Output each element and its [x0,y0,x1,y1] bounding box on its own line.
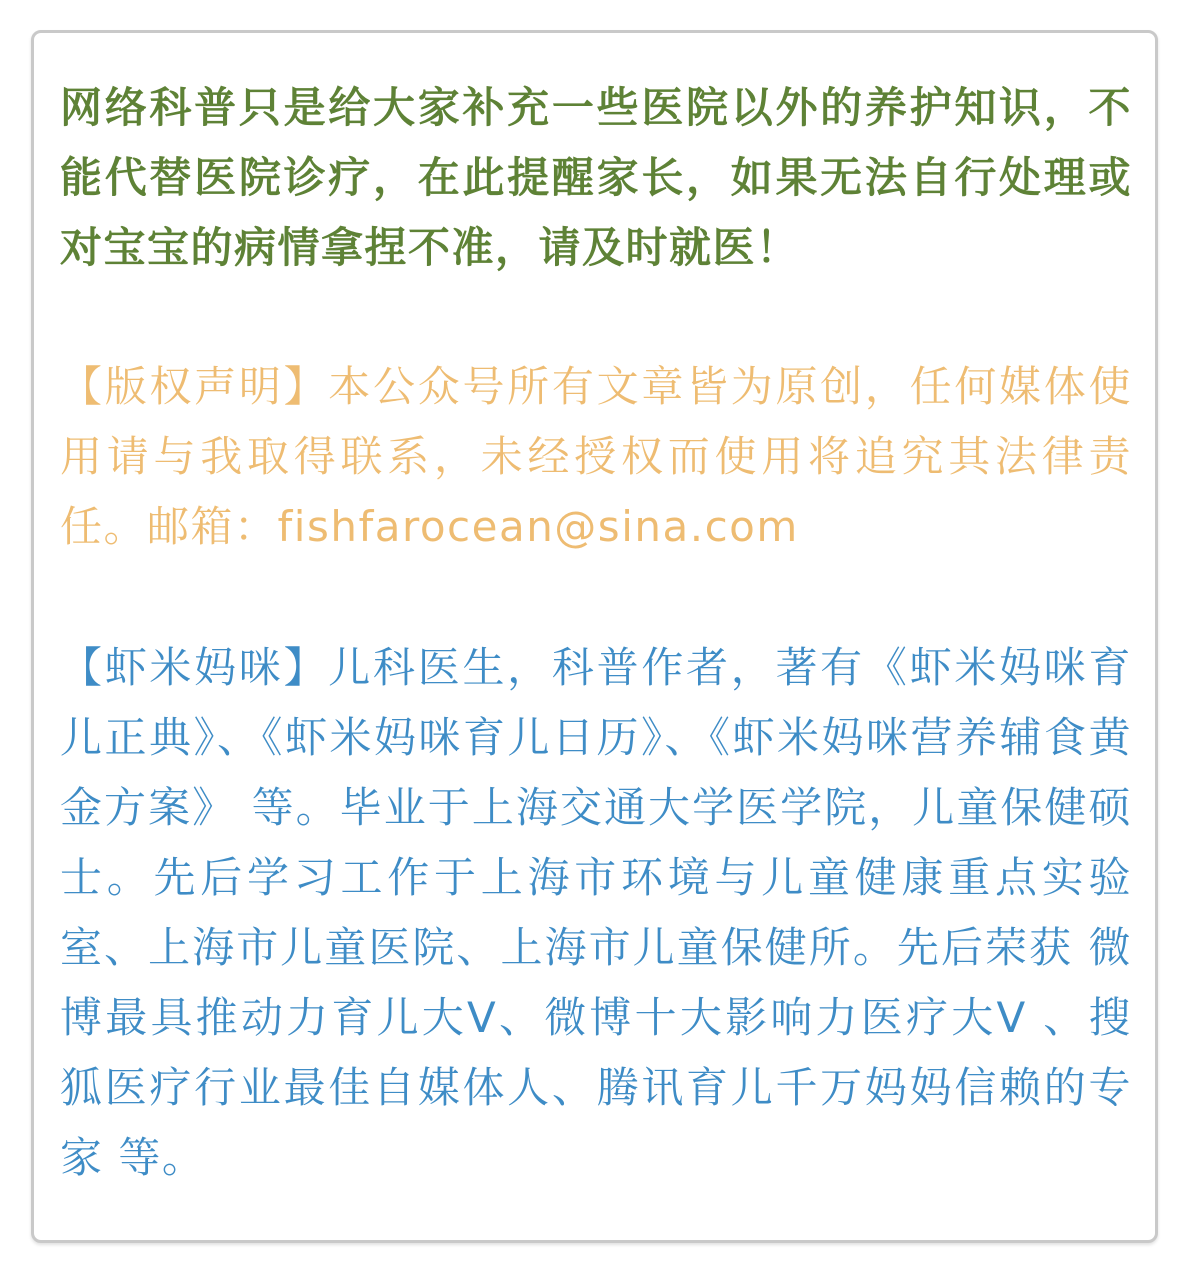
copyright-statement-text: 【版权声明】本公众号所有文章皆为原创，任何媒体使用请与我取得联系，未经授权而使用将追究其法律责任。邮箱：fishfarocean@sina.com [60,362,1132,551]
author-bio-text: 【虾米妈咪】儿科医生，科普作者，著有《虾米妈咪育儿正典》、《虾米妈咪育儿日历》、《虾米妈咪营养辅食黄金方案》 等。毕业于上海交通大学医学院，儿童保健硕士。先后学习工作于上海市环境与儿童健康重点实验室、上海市儿童医院、上海市儿童保健所。先后荣获 微博最具推动力育儿大V、微博十大影响力医疗大V 、搜狐医疗行业最佳自媒体人、腾讯育儿千万妈妈信赖的专家 等。 [60,643,1132,1182]
medical-disclaimer-text: 网络科普只是给大家补充一些医院以外的养护知识，不能代替医院诊疗，在此提醒家长，如果无法自行处理或对宝宝的病情拿捏不准，请及时就医！ [60,83,1132,272]
